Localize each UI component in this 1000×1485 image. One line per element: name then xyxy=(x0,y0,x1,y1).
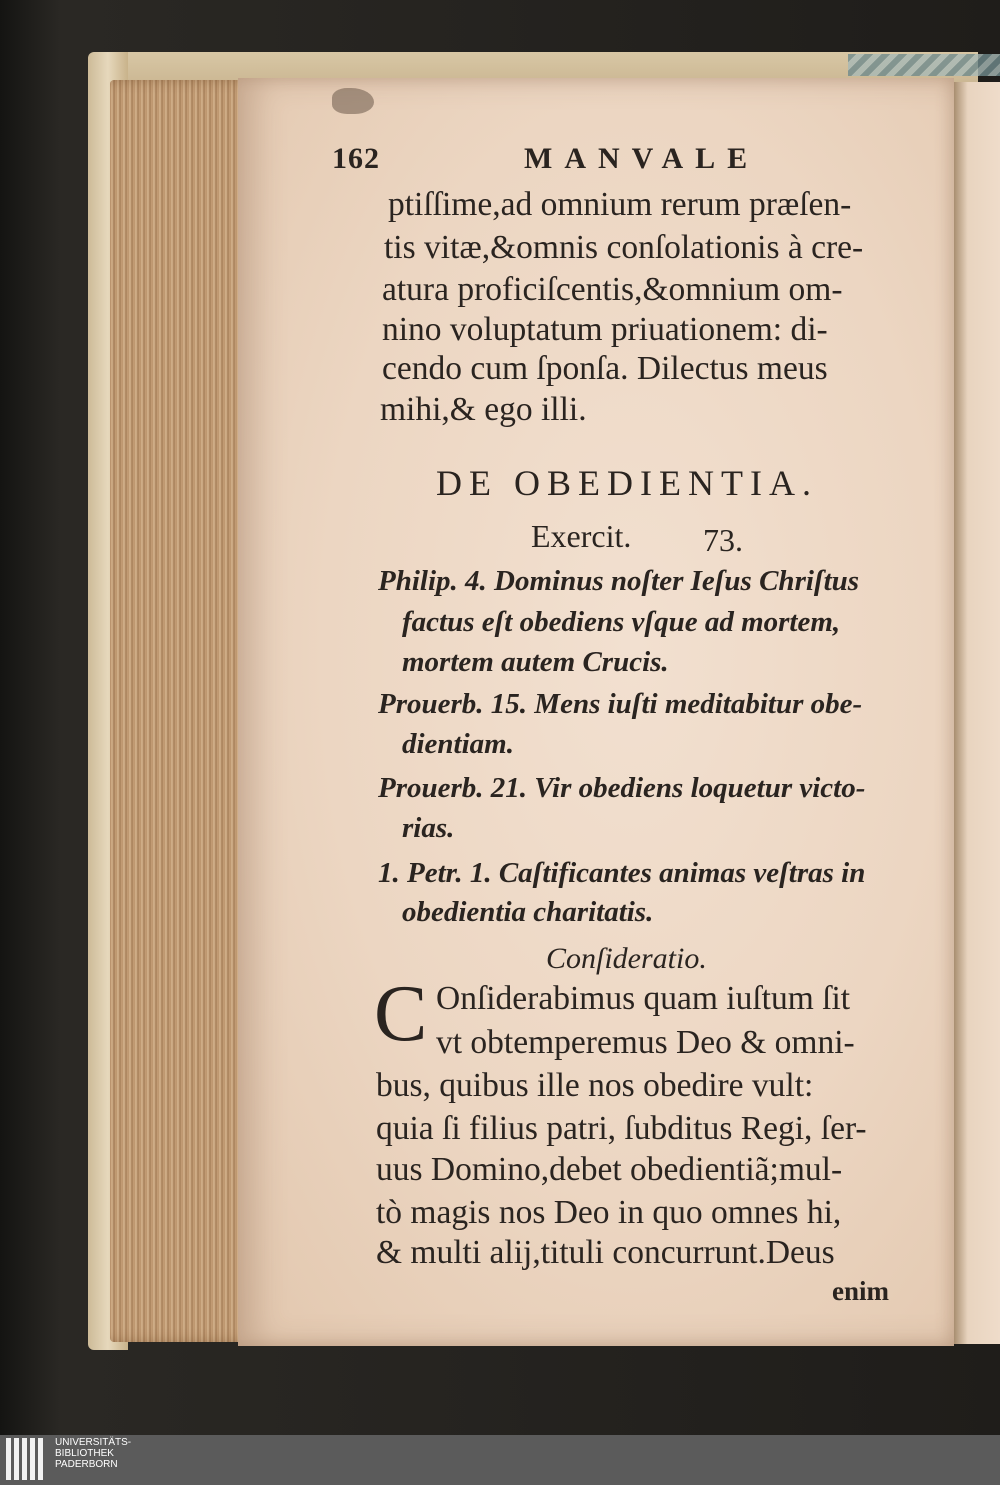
citation-line: rias. xyxy=(402,812,455,844)
subheading-consideratio: Conſideratio. xyxy=(546,942,707,975)
ink-stain xyxy=(332,88,374,114)
running-title: MANVALE xyxy=(524,142,760,175)
drop-cap: C xyxy=(374,970,428,1058)
page-number: 162 xyxy=(332,142,380,175)
citation-line: Philip. 4. Dominus noſter Ieſus Chriſtus xyxy=(378,565,860,597)
section-heading: DE OBEDIENTIA. xyxy=(436,463,818,503)
text-line: vt obtemperemus Deo & omni- xyxy=(436,1024,855,1061)
text-line: tò magis nos Deo in quo omnes hi, xyxy=(376,1194,842,1231)
library-name xyxy=(55,1437,131,1470)
text-line: quia ſi filius patri, ſubditus Regi, ſer- xyxy=(376,1110,867,1147)
citation-line: obedientia charitatis. xyxy=(402,896,654,928)
text-line: ptiſſime,ad omnium rerum præſen- xyxy=(388,186,852,223)
text-line: atura proficiſcentis,&omnium om- xyxy=(382,271,843,308)
catchword: enim xyxy=(832,1276,889,1306)
text-line: mihi,& ego illi. xyxy=(380,391,587,428)
citation-line: 1. Petr. 1. Caſtificantes animas veſtras in xyxy=(378,857,866,889)
text-line: tis vitæ,&omnis conſolationis à cre- xyxy=(384,229,864,266)
exercise-label: Exercit. xyxy=(531,518,632,554)
library-name-line: UNIVERSITÄTS- xyxy=(55,1437,132,1448)
text-line: bus, quibus ille nos obedire vult: xyxy=(376,1067,814,1104)
citation-line: Prouerb. 21. Vir obediens loquetur victo- xyxy=(378,772,866,804)
library-logo-icon xyxy=(6,1438,48,1480)
footer-bar xyxy=(0,1435,1000,1485)
ribbon-bookmark xyxy=(848,54,1000,76)
citation-line: dientiam. xyxy=(402,728,514,760)
text-line: nino voluptatum priuationem: di- xyxy=(382,311,828,348)
citation-line: mortem autem Crucis. xyxy=(402,646,669,678)
exercise-number: 73. xyxy=(703,522,743,558)
citation-line: factus eſt obediens vſque ad mortem, xyxy=(402,606,841,638)
text-line: & multi alij,tituli concurrunt.Deus xyxy=(376,1234,835,1271)
text-line: Onſiderabimus quam iuſtum ſit xyxy=(436,980,851,1017)
facing-page-edge xyxy=(954,82,1000,1344)
library-name-line: BIBLIOTHEK xyxy=(55,1448,114,1459)
text-line: uus Domino,debet obedientiã;mul- xyxy=(376,1151,843,1188)
text-line: cendo cum ſponſa. Dilectus meus xyxy=(382,350,828,387)
citation-line: Prouerb. 15. Mens iuſti meditabitur obe- xyxy=(378,688,863,720)
library-name-line: PADERBORN xyxy=(55,1459,118,1470)
